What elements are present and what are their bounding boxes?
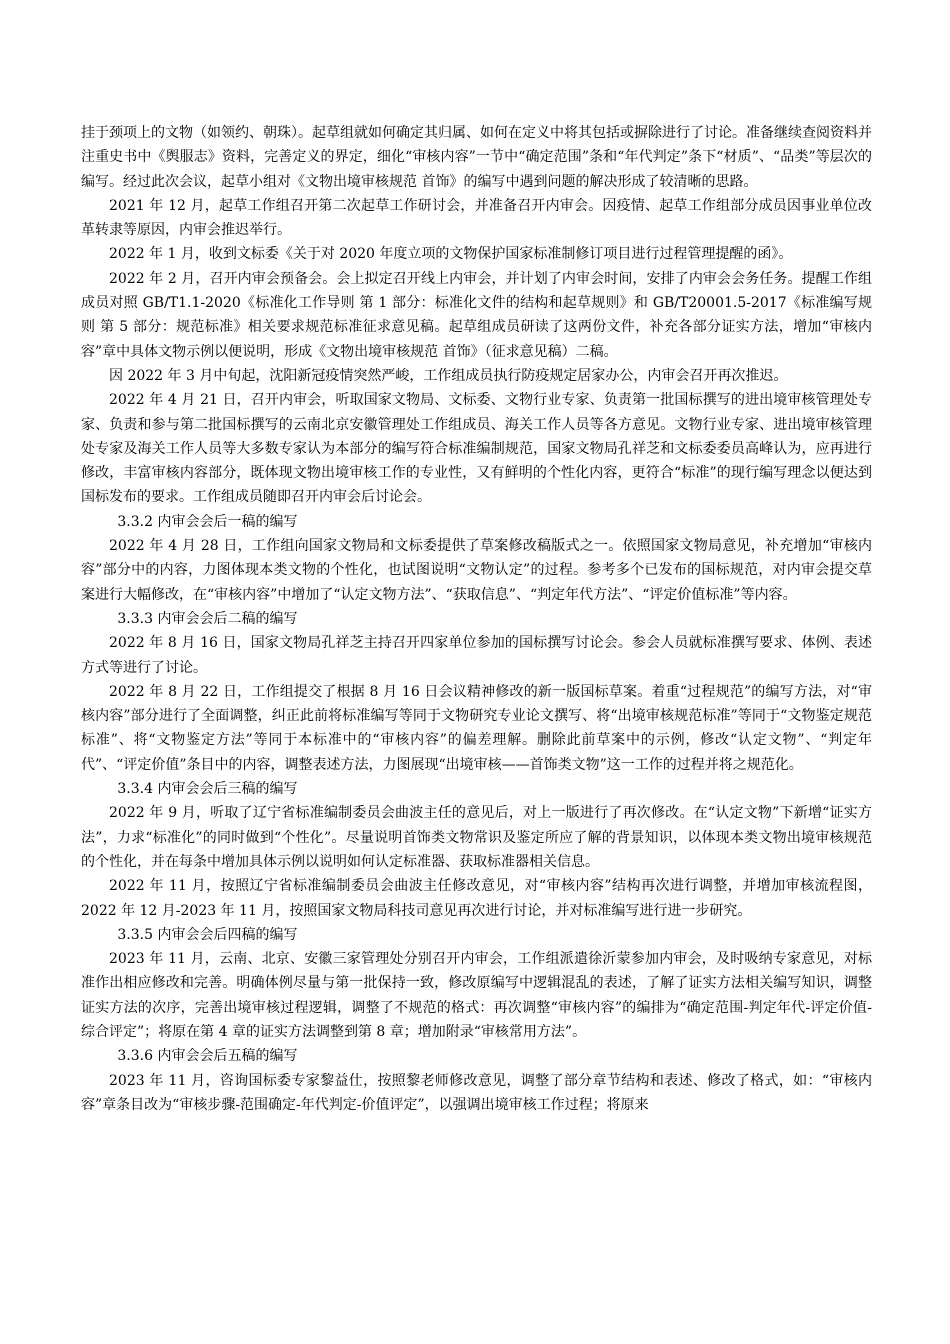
paragraph-2023-11-b: 2023 年 11 月，咨询国标委专家黎益仕，按照黎老师修改意见，调整了部分章节结构和表述、修改了格式，如：“审核内容”章条目改为“审核步骤-范围确定-年代判定-价值评定”，以强调出境审核工作过程；将原来 — [81, 1072, 872, 1113]
paragraph-2022-02: 2022 年 2 月，召开内审会预备会。会上拟定召开线上内审会，并计划了内审会时间，安排了内审会会务任务。提醒工作组成员对照 GB/T1.1-2020《标准化工作导则 第 1 部分：标准化文件的结构和起草规则》和 GB/T20001.5-2017《标准编写规则 第 5 部分：规范标准》相关要求规范标准征求意见稿。起草组成员研读了这两份文件，补充各部分证实方法，增加“审核内容”章中具体文物示例以便说明，形成《文物出境审核规范 首饰》（征求意见稿）二稿。 — [81, 270, 872, 360]
paragraph-2022-11: 2022 年 11 月，按照辽宁省标准编制委员会曲波主任修改意见，对“审核内容”结构再次进行调整，并增加审核流程图，2022 年 12 月-2023 年 11 月，按照国家文物局科技司意见再次进行讨论，并对标准编写进行进一步研究。 — [81, 878, 872, 919]
paragraph-2022-04-21: 2022 年 4 月 21 日，召开内审会，听取国家文物局、文标委、文物行业专家、负责第一批国标撰写的进出境审核管理处专家、负责和参与第二批国标撰写的云南北京安徽管理处工作组成员、海关工作人员等各方意见。文物行业专家、进出境审核管理处专家及海关工作人员等大多数专家认为本部分的编写符合标准编制规范，国家文物局孔祥芝和文标委委员高峰认为，应再进行修改，丰富审核内容部分，既体现文物出境审核工作的专业性，又有鲜明的个性化内容，更符合“标准”的现行编写理念以便达到国标发布的要求。工作组成员随即召开内审会后讨论会。 — [81, 392, 872, 506]
paragraph-2021-12: 2021 年 12 月，起草工作组召开第二次起草工作研讨会，并准备召开内审会。因疫情、起草工作组部分成员因事业单位改革转隶等原因，内审会推迟举行。 — [81, 197, 872, 239]
paragraph-2023-11-a: 2023 年 11 月，云南、北京、安徽三家管理处分别召开内审会，工作组派遣徐沂蒙参加内审会，及时吸纳专家意见，对标准作出相应修改和完善。明确体例尽量与第一批保持一致，修改原编写中逻辑混乱的表述，了解了证实方法相关编写知识，调整证实方法的次序，完善出境审核过程逻辑，调整了不规范的格式：再次调整“审核内容”的编排为“确定范围-判定年代-评定价值-综合评定”；将原在第 4 章的证实方法调整到第 8 章；增加附录“审核常用方法”。 — [81, 951, 872, 1040]
paragraph-2022-04-28: 2022 年 4 月 28 日，工作组向国家文物局和文标委提供了草案修改稿版式之一。依照国家文物局意见，补充增加“审核内容”部分中的内容，力图体现本类文物的个性化，也试图说明“文物认定”的过程。参考多个已发布的国标规范，对内审会提交草案进行大幅修改，在“审核内容”中增加了“认定文物方法”、“获取信息”、“判定年代方法”、“评定价值标准”等内容。 — [81, 538, 872, 603]
paragraph-2022-09: 2022 年 9 月，听取了辽宁省标准编制委员会曲波主任的意见后，对上一版进行了再次修改。在“认定文物”下新增“证实方法”，力求“标准化”的同时做到“个性化”。尽量说明首饰类文物常识及鉴定所应了解的背景知识，以体现本类文物出境审核规范的个性化，并在每条中增加具体示例以说明如何认定标准器、获取标准器相关信息。 — [81, 805, 872, 870]
paragraph-2022-03: 因 2022 年 3 月中旬起，沈阳新冠疫情突然严峻，工作组成员执行防疫规定居家办公，内审会召开再次推迟。 — [109, 367, 788, 384]
paragraph-2022-01: 2022 年 1 月，收到文标委《关于对 2020 年度立项的文物保护国家标准制修订项目进行过程管理提醒的函》。 — [109, 246, 793, 263]
section-heading-3-3-3: 3.3.3 内审会会后二稿的编写 — [117, 610, 298, 627]
paragraph-2022-08-22: 2022 年 8 月 22 日，工作组提交了根据 8 月 16 日会议精神修改的新一版国标草案。着重“过程规范”的编写方法，对“审核内容”部分进行了全面调整，纠正此前将标准编写等同于文物研究专业论文撰写、将“出境审核规范标准”等同于“文物鉴定规范标准”、将“文物鉴定方法”等同于本标准中的“审核内容”的偏差理解。删除此前草案中的示例，修改“认定文物”、“判定年代”、“评定价值”条目中的内容，调整表述方法，力图展现“出境审核——首饰类文物”这一工作的过程并将之规范化。 — [81, 683, 872, 773]
paragraph-continued: 挂于颈项上的文物（如领约、朝珠）。起草组就如何确定其归属、如何在定义中将其包括或摒除进行了讨论。准备继续查阅资料并注重史书中《舆服志》资料，完善定义的界定，细化“审核内容”一节中“确定范围”条和“年代判定”条下“材质”、“品类”等层次的编写。经过此次会议，起草小组对《文物出境审核规范 首饰》的编写中遇到问题的解决形成了较清晰的思路。 — [81, 125, 872, 190]
section-heading-3-3-4: 3.3.4 内审会会后三稿的编写 — [117, 781, 298, 798]
paragraph-2022-08-16: 2022 年 8 月 16 日，国家文物局孔祥芝主持召开四家单位参加的国标撰写讨论会。参会人员就标准撰写要求、体例、表述方式等进行了讨论。 — [81, 635, 872, 676]
section-heading-3-3-5: 3.3.5 内审会会后四稿的编写 — [117, 926, 298, 943]
section-heading-3-3-2: 3.3.2 内审会会后一稿的编写 — [117, 513, 298, 530]
section-heading-3-3-6: 3.3.6 内审会会后五稿的编写 — [117, 1048, 298, 1065]
